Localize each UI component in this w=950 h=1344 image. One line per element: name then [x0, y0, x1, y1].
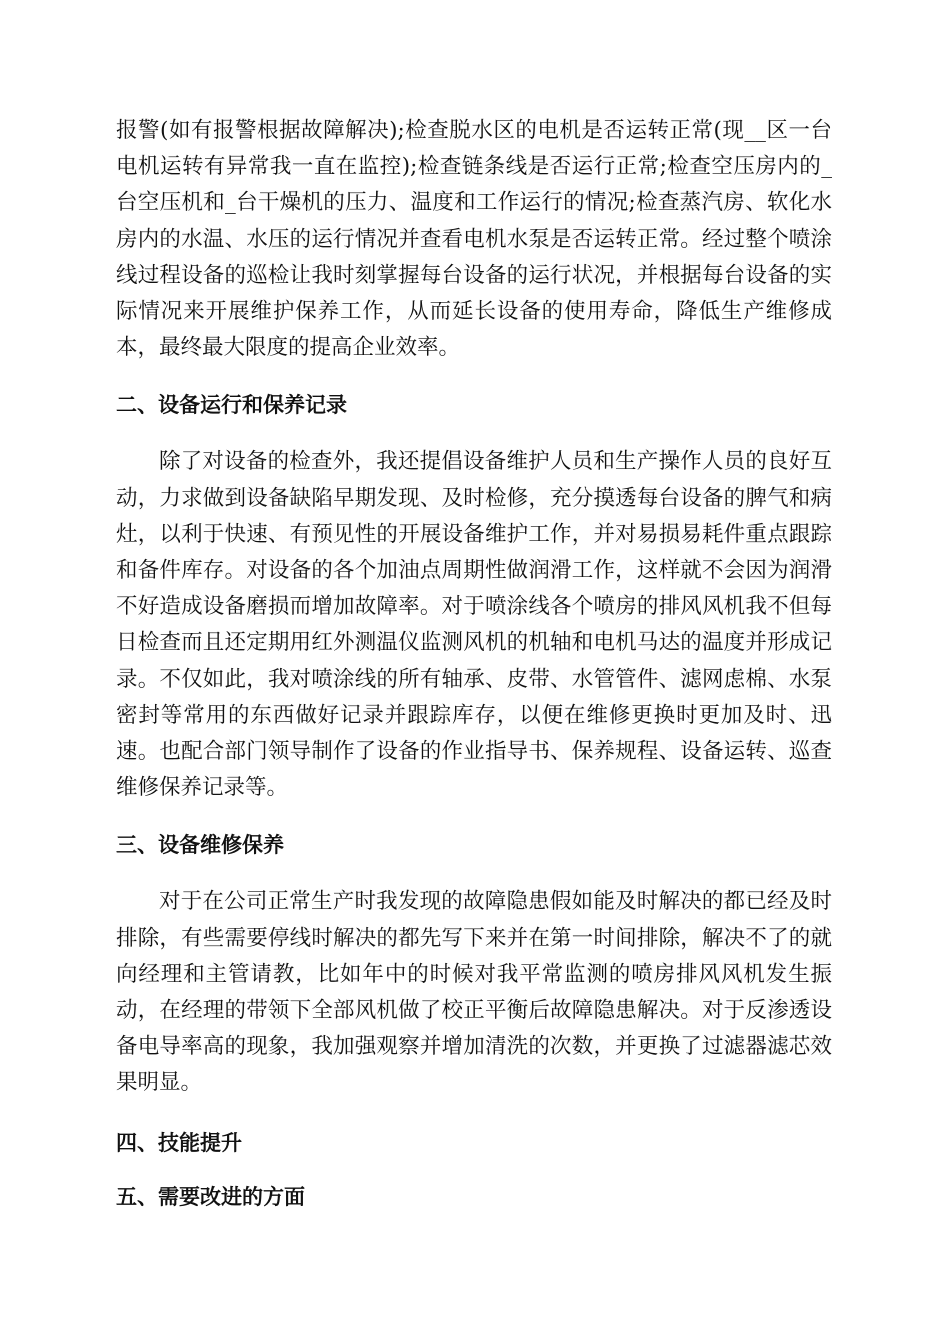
- document-page: [116, 113, 832, 1212]
- section-paragraph-maintenance: 对于在公司正常生产时我发现的故障隐患假如能及时解决的都已经及时排除，有些需要停线时解决的都先写下来并在第一时间排除，解决不了的就向经理和主管请教，比如年中的时候对我平常监测的喷房排风风机发生振动，在经理的带领下全部风机做了校正平衡后故障隐患解决。对于反渗透设备电导率高的现象，我加强观察并增加清洗的次数，并更换了过滤器滤芯效果明显。: [116, 889, 832, 1096]
- section-heading-maintenance: 三、设备维修保养: [116, 833, 284, 858]
- section-heading-improvements-needed: 五、需要改进的方面: [116, 1184, 305, 1209]
- section-heading-skill-improvement: 四、技能提升: [116, 1130, 242, 1155]
- section-paragraph-equipment-records: 除了对设备的检查外，我还提倡设备维护人员和生产操作人员的良好互动，力求做到设备缺陷早期发现、及时检修，充分摸透每台设备的脾气和病灶，以利于快速、有预见性的开展设备维护工作，并对易损易耗件重点跟踪和备件库存。对设备的各个加油点周期性做润滑工作，这样就不会因为润滑不好造成设备磨损而增加故障率。对于喷涂线各个喷房的排风风机我不但每日检查而且还定期用红外测温仪监测风机的机轴和电机马达的温度并形成记录。不仅如此，我对喷涂线的所有轴承、皮带、水管管件、滤网虑棉、水泵密封等常用的东西做好记录并跟踪库存，以便在维修更换时更加及时、迅速。也配合部门领导制作了设备的作业指导书、保养规程、设备运转、巡查维修保养记录等。: [116, 449, 832, 801]
- section-heading-equipment-records: 二、设备运行和保养记录: [116, 393, 347, 418]
- intro-paragraph: 报警(如有报警根据故障解决);检查脱水区的电机是否运转正常(现__区一台电机运转有异常我一直在监控);检查链条线是否运行正常;检查空压房内的_台空压机和_台干燥机的压力、温度和工作运行的情况;检查蒸汽房、软化水房内的水温、水压的运行情况并查看电机水泵是否运转正常。经过整个喷涂线过程设备的巡检让我时刻掌握每台设备的运行状况，并根据每台设备的实际情况来开展维护保养工作，从而延长设备的使用寿命，降低生产维修成本，最终最大限度的提高企业效率。: [116, 118, 832, 361]
